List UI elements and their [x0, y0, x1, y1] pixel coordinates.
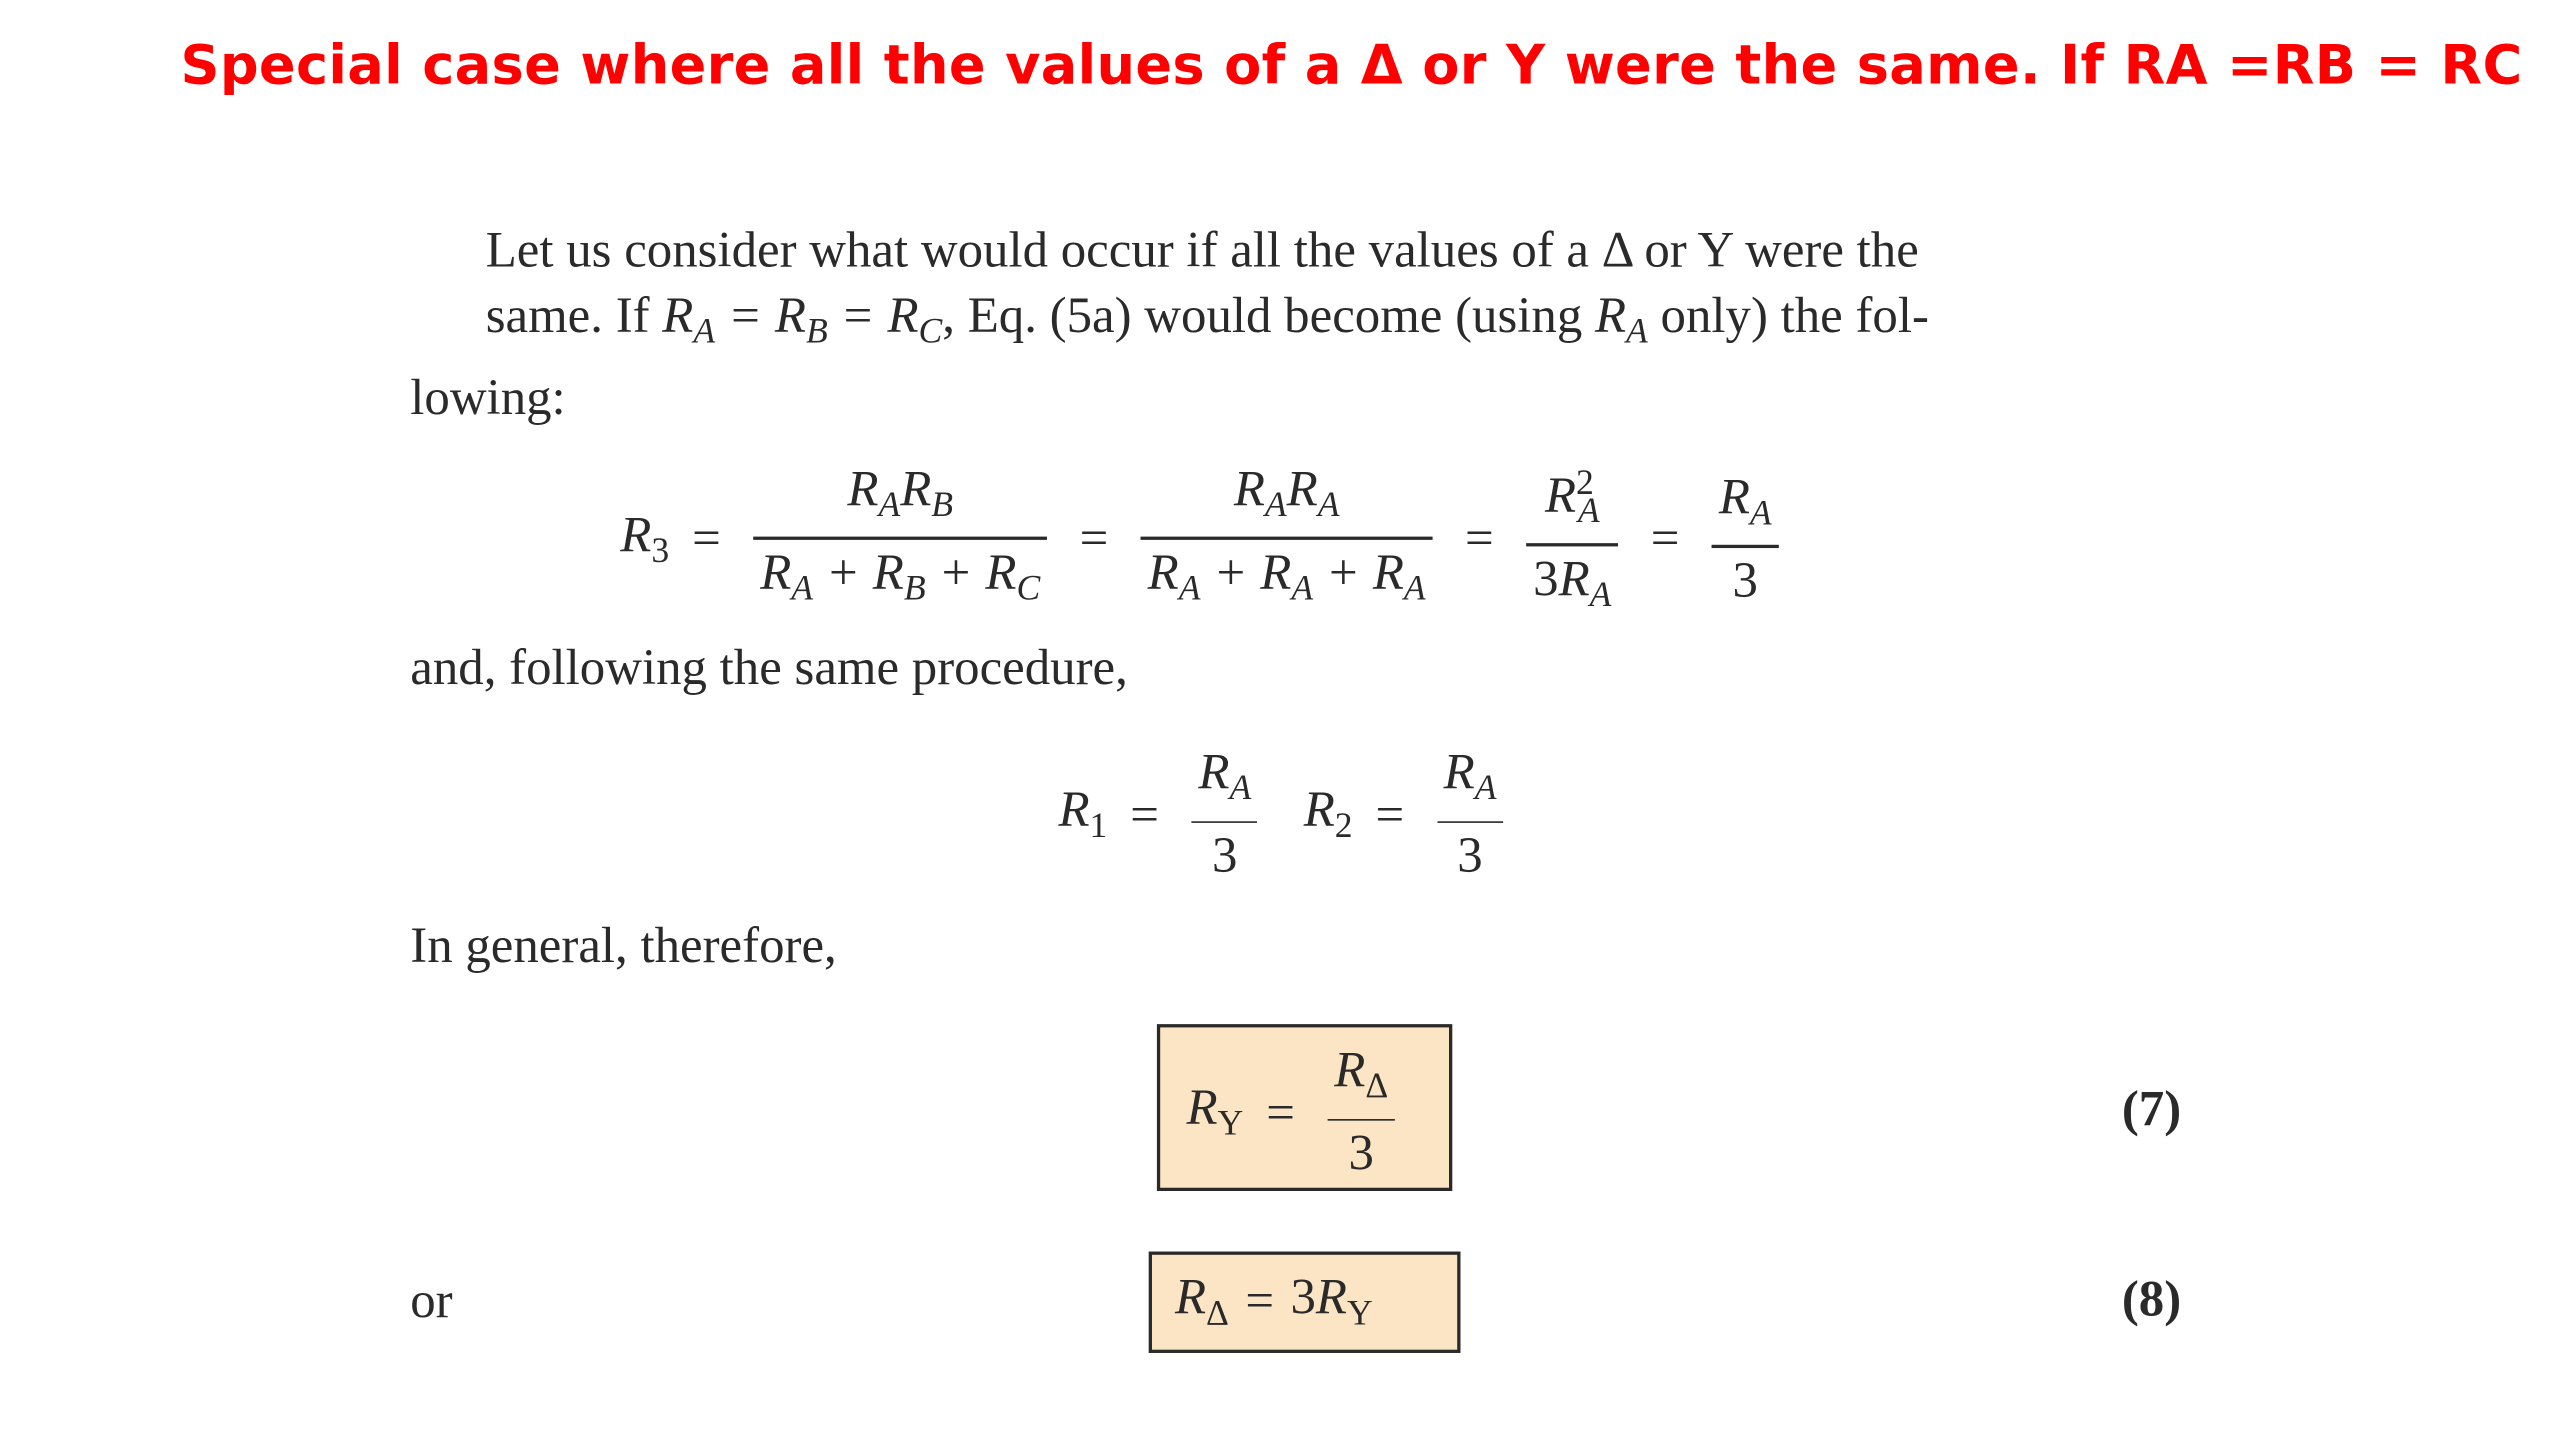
intro-paragraph [410, 218, 2199, 430]
fraction-ra-over-3: $\frac{R_A}{3}$ [1712, 464, 1778, 613]
eq-r2-lhs: $R_2$ [1303, 780, 1353, 846]
boxed-equation-8: $R_\Delta$ = $3R_Y$ [1149, 1252, 1461, 1353]
slide-title: Special case where all the values of a Δ or Y were the same. If RA =RB = RC [180, 32, 2523, 97]
fraction-r2-ra-over-3: $\frac{R_A}{3}$ [1437, 739, 1503, 888]
intro-line-2-part-b: , Eq. (5a) would become (using [942, 286, 1595, 344]
fraction-rarb-over-sum: $\frac{R_AR_B}{R_A + R_B + R_C}$ [754, 456, 1047, 621]
or-text: or [410, 1271, 453, 1329]
eq8-rdelta: $R_\Delta$ [1174, 1267, 1229, 1333]
eq-r1-lhs: $R_1$ [1058, 780, 1108, 846]
inline-ra: $R_A$ [1594, 286, 1648, 351]
equation-r3: $R_3$ = $\frac{R_AR_B}{R_A + R_B + R_C}$ = $\frac{R_AR_A}{R_A + R_A + R_A}$ = $\frac{R^2_A}{3R_A}$ = $\frac{R_A}{3}$ [620, 450, 1788, 627]
eq7-ry: $R_Y$ [1186, 1078, 1244, 1144]
fraction-ra-squared-over-3ra: $\frac{R^2_A}{3R_A}$ [1527, 450, 1618, 627]
equation-number-8: (8) [2121, 1269, 2182, 1327]
equation-r1-r2: $R_1$ = $\frac{R_A}{3}$ $R_2$ = $\frac{R_A}{3}$ [1058, 739, 1512, 888]
intro-line-1: Let us consider what would occur if all the values of a Δ or Y were the [485, 220, 1919, 279]
and-following-text: and, following the same procedure, [410, 638, 1128, 696]
inline-eq-ra-rb-rc: $R_A = R_B = R_C$ [662, 286, 943, 351]
fraction-r1-ra-over-3: $\frac{R_A}{3}$ [1192, 739, 1258, 888]
fraction-rdelta-over-3: $\frac{R_\Delta}{3}$ [1328, 1037, 1395, 1186]
fraction-rara-over-sum: $\frac{R_AR_A}{R_A + R_A + R_A}$ [1141, 456, 1432, 621]
intro-line-2-part-c: only) the fol- [1647, 286, 1929, 344]
eq8-3ry: $3R_Y$ [1290, 1267, 1373, 1333]
boxed-equation-7: $R_Y$ = $\frac{R_\Delta}{3}$ [1157, 1024, 1452, 1191]
intro-line-3: lowing: [410, 367, 566, 425]
in-general-text: In general, therefore, [410, 916, 837, 974]
equation-number-7: (7) [2121, 1079, 2182, 1138]
intro-line-2-part-a: same. If [485, 286, 663, 344]
intro-line-2 [410, 283, 2199, 364]
eq-r3-lhs: $R_3$ [620, 505, 670, 571]
